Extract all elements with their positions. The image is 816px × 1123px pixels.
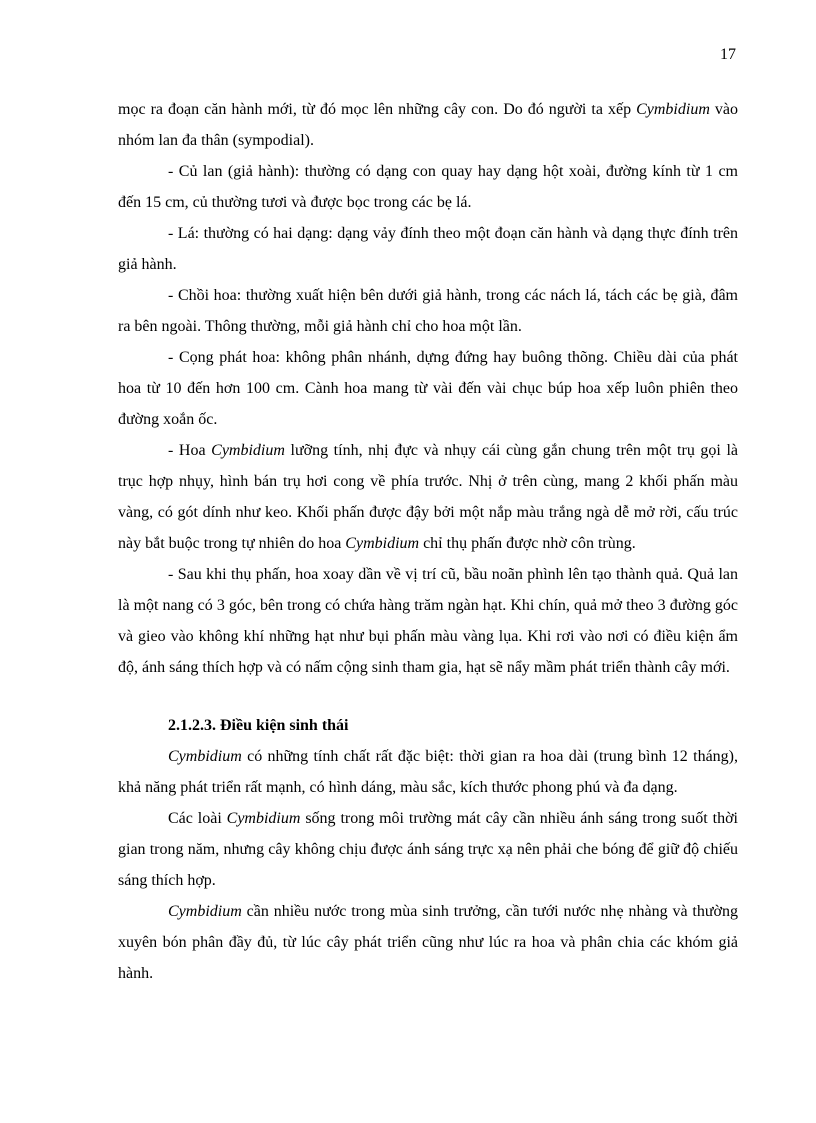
italic-term: Cymbidium — [168, 748, 242, 765]
section-heading — [118, 710, 738, 741]
paragraph — [118, 342, 738, 435]
text-run: Các loài — [168, 810, 227, 827]
paragraph — [118, 559, 738, 683]
italic-term: Cymbidium — [168, 903, 242, 920]
text-run: - Lá: thường có hai dạng: dạng vảy đính theo một đoạn căn hành và dạng thực đính trên giả hành. — [118, 225, 738, 273]
text-run: - Củ lan (giả hành): thường có dạng con quay hay dạng hột xoài, đường kính từ 1 cm đến 15 cm, củ thường tươi và được bọc trong các bẹ lá. — [118, 163, 738, 211]
paragraph — [118, 94, 738, 156]
italic-term: Cymbidium — [636, 101, 710, 118]
text-run: lưỡng tính, nhị đực và nhụy cái cùng gắn chung trên một trụ gọi là trục hợp nhụy, hình bán trụ hơi cong về phía trước. Nhị ở trên cùng, mang 2 khối phấn màu vàng, có gót dính như keo. Khối phấn được đậy bởi một nắp màu trắng ngà dễ mở rời, cấu trúc này bắt buộc trong tự nhiên do hoa — [118, 442, 738, 552]
paragraph — [118, 280, 738, 342]
text-run: - Chồi hoa: thường xuất hiện bên dưới giả hành, trong các nách lá, tách các bẹ già, đâm ra bên ngoài. Thông thường, mỗi giả hành chỉ cho hoa một lần. — [118, 287, 738, 335]
text-run: 2.1.2.3. Điều kiện sinh thái — [168, 717, 349, 734]
text-run: - Sau khi thụ phấn, hoa xoay dần về vị trí cũ, bầu noãn phình lên tạo thành quả. Quả lan là một nang có 3 góc, bên trong có chứa hàng trăm ngàn hạt. Khi chín, quả mở theo 3 đường góc và gieo vào không khí những hạt như bụi phấn màu vàng lụa. Khi rơi vào nơi có điều kiện ẩm độ, ánh sáng thích hợp và có nấm cộng sinh tham gia, hạt sẽ nẩy mầm phát triển thành cây mới. — [118, 566, 738, 676]
paragraph — [118, 803, 738, 896]
document-body — [118, 94, 738, 989]
text-run: - Hoa — [168, 442, 212, 459]
text-run: sống trong môi trường mát cây cần nhiều ánh sáng trong suốt thời gian trong năm, nhưng cây không chịu được ánh sáng trực xạ nên phải che bóng để giữ độ chiếu sáng thích hợp. — [118, 810, 738, 889]
text-run: cần nhiều nước trong mùa sinh trưởng, cần tưới nước nhẹ nhàng và thường xuyên bón phân đầy đủ, từ lúc cây phát triển cũng như lúc ra hoa và phân chia các khóm giả hành. — [118, 903, 738, 982]
paragraph — [118, 741, 738, 803]
text-run: mọc ra đoạn căn hành mới, từ đó mọc lên những cây con. Do đó người ta xếp — [118, 101, 637, 118]
paragraph — [118, 435, 738, 559]
text-run: có những tính chất rất đặc biệt: thời gian ra hoa dài (trung bình 12 tháng), khả năng phát triển rất mạnh, có hình dáng, màu sắc, kích thước phong phú và đa dạng. — [118, 748, 738, 796]
italic-term: Cymbidium — [211, 442, 285, 459]
paragraph — [118, 218, 738, 280]
text-run: - Cọng phát hoa: không phân nhánh, dựng đứng hay buông thõng. Chiều dài của phát hoa từ 10 đến hơn 100 cm. Cành hoa mang từ vài đến vài chục búp hoa xếp luôn phiên theo đường xoắn ốc. — [118, 349, 738, 428]
italic-term: Cymbidium — [226, 810, 301, 827]
text-run: vào nhóm lan đa thân (sympodial). — [118, 101, 738, 149]
paragraph — [118, 156, 738, 218]
page-number: 17 — [720, 46, 736, 63]
paragraph — [118, 896, 738, 989]
italic-term: Cymbidium — [345, 535, 420, 552]
text-run: chỉ thụ phấn được nhờ côn trùng. — [419, 535, 636, 552]
